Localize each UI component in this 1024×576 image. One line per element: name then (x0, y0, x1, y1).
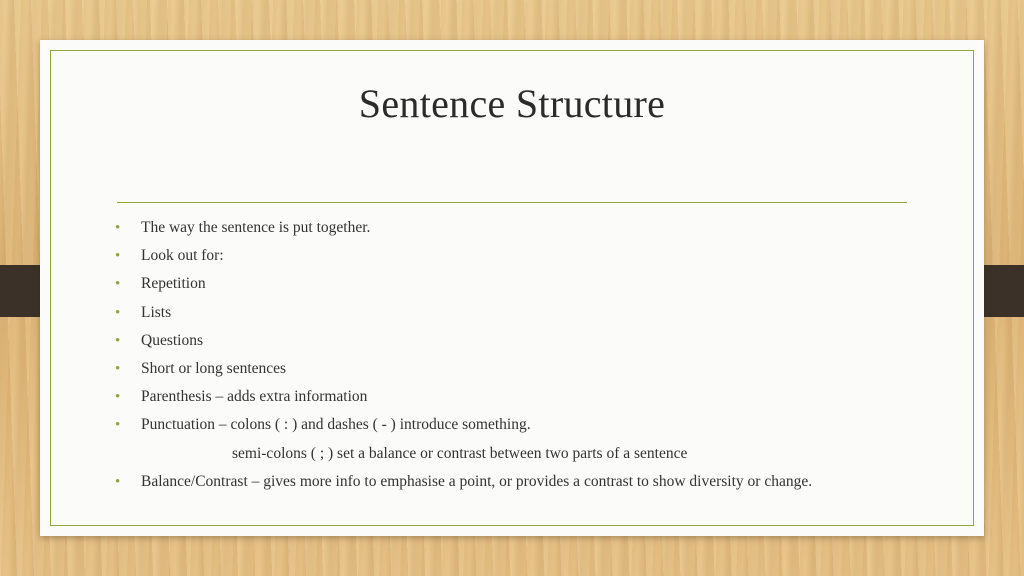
bullet-text: Parenthesis – adds extra information (141, 388, 368, 406)
list-item-continuation (115, 440, 944, 468)
bullet-icon: • (115, 389, 121, 406)
list-item (115, 468, 944, 496)
bullet-icon: • (115, 360, 121, 377)
list-item (115, 242, 944, 270)
bullet-text: Lists (141, 303, 172, 321)
bullet-text: Punctuation – colons ( : ) and dashes ( - ) introduce something. (141, 416, 531, 434)
bullet-icon: • (115, 248, 121, 265)
bullet-text: Repetition (141, 275, 206, 293)
bullet-text: Look out for: (141, 247, 224, 265)
list-item (115, 270, 944, 298)
bullet-text: Short or long sentences (141, 359, 287, 377)
bullet-text: Balance/Contrast – gives more info to emphasise a point, or provides a contrast to show diversity or change. (141, 472, 813, 490)
list-item (115, 299, 944, 327)
bullet-icon: • (115, 417, 121, 434)
list-item (115, 355, 944, 383)
title-divider (117, 202, 907, 203)
continuation-text: semi-colons ( ; ) set a balance or contrast between two parts of a sentence (232, 444, 688, 462)
bullet-icon: • (115, 332, 121, 349)
bullet-icon: • (115, 220, 121, 236)
list-item (115, 214, 944, 242)
bullet-text: The way the sentence is put together. (141, 219, 371, 236)
bullet-icon: • (115, 276, 121, 293)
list-item (115, 327, 944, 355)
bullet-icon: • (115, 304, 121, 321)
list-item (115, 383, 944, 411)
bullet-text: Questions (141, 331, 203, 349)
slide-card (40, 40, 984, 536)
list-item (115, 411, 944, 439)
slide-title: Sentence Structure (358, 81, 666, 126)
bullet-icon: • (115, 473, 121, 490)
bullet-list (115, 214, 944, 496)
